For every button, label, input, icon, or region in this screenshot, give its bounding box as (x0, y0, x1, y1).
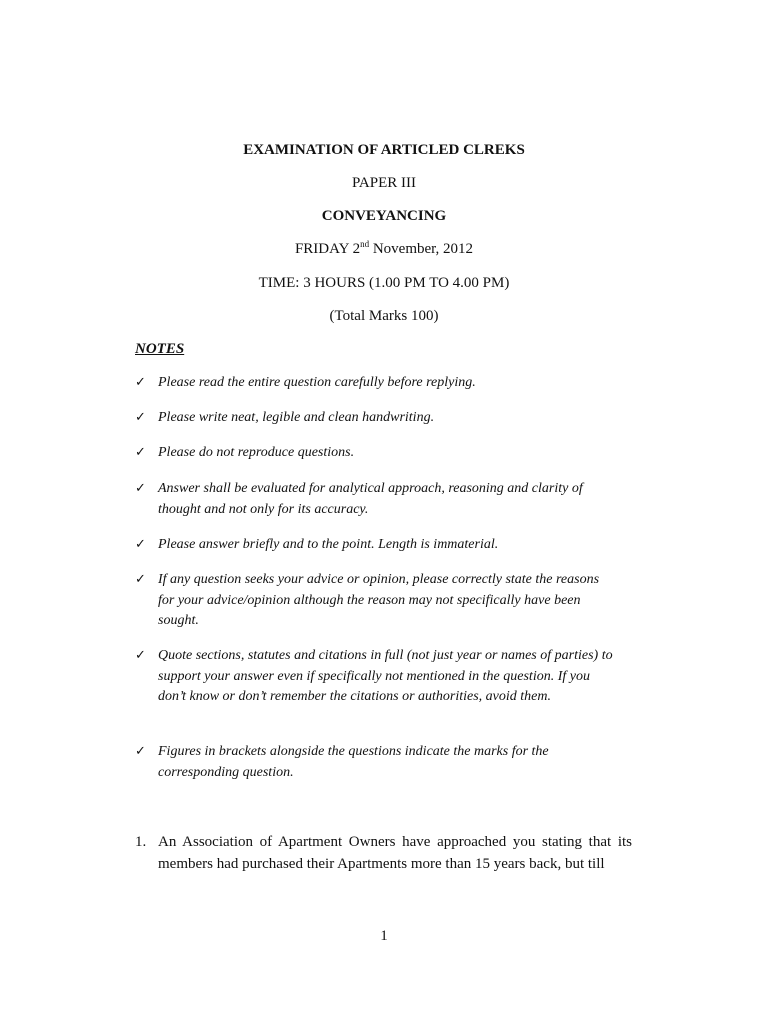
check-icon: ✓ (135, 572, 146, 587)
page-number: 1 (380, 928, 388, 944)
paper-number: PAPER III (351, 175, 417, 191)
check-icon: ✓ (135, 445, 146, 460)
notes-heading: NOTES (135, 341, 185, 357)
date-prefix: FRIDAY 2 (294, 241, 361, 257)
note-item (135, 443, 615, 464)
note-text: Quote sections, statutes and citations in full (not just year or names of parties) to support your answer even if specifically not mentioned in the question. If you don’t know or don’t remember the citations or authorities, avoid them. (158, 648, 613, 704)
note-text: Figures in brackets alongside the questions indicate the marks for the corresponding question. (158, 744, 549, 780)
check-icon: ✓ (135, 744, 146, 759)
total-marks: (Total Marks 100) (329, 308, 439, 324)
date-rest: November, 2012 (369, 241, 474, 257)
note-item (135, 535, 615, 556)
exam-date (0, 240, 768, 258)
check-icon: ✓ (135, 481, 146, 496)
check-icon: ✓ (135, 375, 146, 390)
note-text: Please write neat, legible and clean handwriting. (158, 410, 435, 425)
note-item (135, 570, 615, 632)
question-number: 1. (135, 834, 147, 850)
note-item (135, 408, 615, 429)
check-icon: ✓ (135, 648, 146, 663)
note-text: Answer shall be evaluated for analytical approach, reasoning and clarity of thought and not only for its accuracy. (158, 481, 583, 517)
note-text: Please do not reproduce questions. (158, 445, 355, 460)
exam-time: TIME: 3 HOURS (1.00 PM TO 4.00 PM) (258, 275, 510, 291)
question-1 (135, 831, 632, 875)
note-item (135, 646, 615, 708)
subject-title: CONVEYANCING (321, 208, 447, 224)
date-suffix: nd (360, 239, 370, 249)
note-item (135, 373, 615, 394)
note-item (135, 742, 615, 783)
check-icon: ✓ (135, 537, 146, 552)
note-item (135, 479, 615, 520)
check-icon: ✓ (135, 410, 146, 425)
question-text: An Association of Apartment Owners have approached you stating that its members had purchased their Apartments more than 15 years back, but till (158, 834, 632, 872)
note-text: If any question seeks your advice or opinion, please correctly state the reasons for your advice/opinion although the reason may not specifically have been sought. (158, 572, 600, 628)
note-text: Please read the entire question carefully before replying. (158, 375, 476, 390)
exam-title: EXAMINATION OF ARTICLED CLREKS (243, 142, 525, 158)
note-text: Please answer briefly and to the point. Length is immaterial. (158, 537, 499, 552)
